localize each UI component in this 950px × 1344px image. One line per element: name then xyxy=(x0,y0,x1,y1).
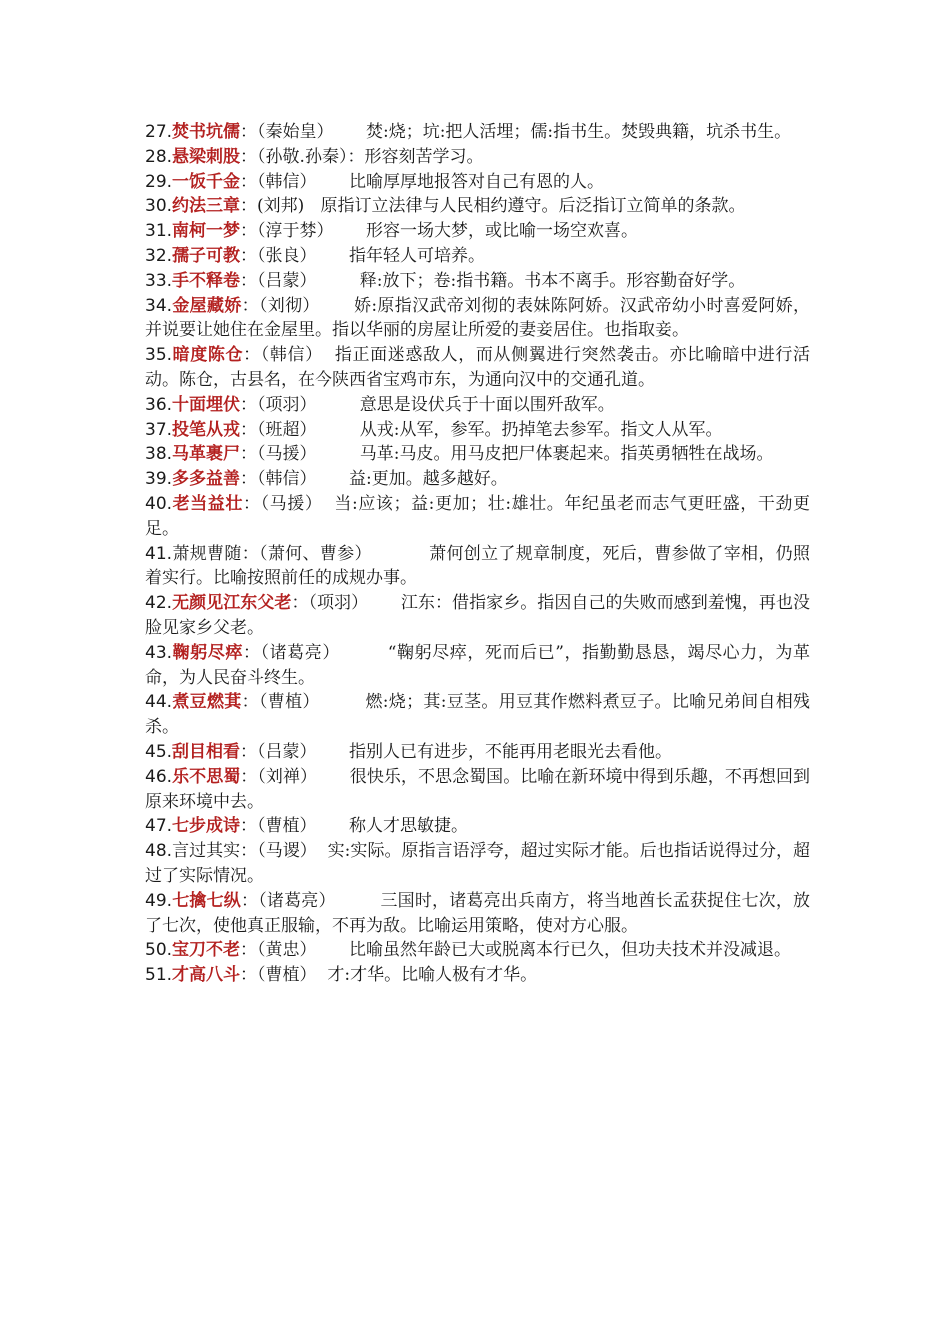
entry-number: 39. xyxy=(145,469,173,490)
idiom-term: 刮目相看 xyxy=(172,741,241,762)
separator: ： xyxy=(240,221,258,242)
definition: 焚:烧；坑:把人活埋；儒:指书生。焚毁典籍，坑杀书生。 xyxy=(333,122,792,142)
entry-number: 44. xyxy=(145,692,173,713)
idiom-term: 金屋藏娇 xyxy=(172,295,242,316)
entry-number: 49. xyxy=(145,890,173,911)
idiom-term: 投笔从戎 xyxy=(172,419,241,440)
idiom-entry xyxy=(145,393,810,418)
definition: 释:放下；卷:指书籍。书本不离手。形容勤奋好学。 xyxy=(316,270,746,291)
separator: ： xyxy=(240,394,258,415)
separator: ： xyxy=(240,171,258,192)
idiom-entry xyxy=(145,170,810,195)
idiom-entry xyxy=(145,442,810,467)
historical-figure: （马援） xyxy=(257,444,317,465)
idiom-term: 多多益善 xyxy=(172,469,241,490)
idiom-term: 乐不思蜀 xyxy=(172,766,241,787)
historical-figure: (刘邦) xyxy=(257,196,305,217)
definition: 萧何创立了规章制度，死后，曹参做了宰相，仍照着实行。比喻按照前任的成规办事。 xyxy=(145,543,810,589)
idiom-entry xyxy=(145,963,810,988)
definition: 形容一场大梦，或比喻一场空欢喜。 xyxy=(333,221,638,242)
idiom-entry xyxy=(145,839,810,889)
separator: ： xyxy=(242,493,261,514)
separator: ： xyxy=(240,816,258,837)
historical-figure: （吕蒙） xyxy=(257,741,317,762)
historical-figure: （刘禅） xyxy=(257,766,318,787)
separator: ： xyxy=(240,965,258,986)
idiom-term: 七步成诗 xyxy=(172,816,241,837)
idiom-entry xyxy=(145,145,810,170)
historical-figure: （淳于棼） xyxy=(257,221,334,242)
separator: ： xyxy=(240,270,258,291)
separator: ： xyxy=(240,146,258,167)
entry-number: 47. xyxy=(145,816,173,837)
idiom-entry xyxy=(145,889,810,939)
idiom-entry xyxy=(145,418,810,443)
idiom-entry xyxy=(145,814,810,839)
idiom-term: 无颜见江东父老 xyxy=(172,593,292,614)
historical-figure: （诸葛亮） xyxy=(258,890,336,911)
entry-number: 50. xyxy=(145,940,173,961)
entry-number: 27. xyxy=(145,122,173,142)
idiom-entry xyxy=(145,467,810,492)
idiom-entry xyxy=(145,938,810,963)
idiom-entry xyxy=(145,194,810,219)
entry-number: 28. xyxy=(145,146,173,167)
definition: 益:更加。越多越好。 xyxy=(316,469,508,490)
historical-figure: （曹植） xyxy=(257,816,317,837)
idiom-term: 约法三章 xyxy=(172,196,241,217)
idiom-term: 言过其实 xyxy=(172,841,241,862)
separator: ： xyxy=(240,122,258,142)
entry-number: 31. xyxy=(145,221,173,242)
entry-number: 34. xyxy=(145,295,173,316)
separator: ： xyxy=(240,419,258,440)
separator: ： xyxy=(243,345,261,366)
entry-number: 41. xyxy=(145,543,173,564)
definition: 意思是设伏兵于十面以围歼敌军。 xyxy=(316,394,615,415)
definition: 称人才思敏捷。 xyxy=(316,816,468,837)
entry-number: 38. xyxy=(145,444,173,465)
idiom-entry xyxy=(145,690,810,740)
idiom-term: 十面埋伏 xyxy=(172,394,241,415)
entry-number: 29. xyxy=(145,171,173,192)
definition: 很快乐，不思念蜀国。比喻在新环境中得到乐趣，不再想回到原来环境中去。 xyxy=(145,766,811,812)
historical-figure: （刘彻） xyxy=(258,295,320,316)
idiom-entry xyxy=(145,343,810,393)
entry-number: 36. xyxy=(145,394,173,415)
idiom-entry xyxy=(145,269,810,294)
historical-figure: （曹植） xyxy=(257,965,317,986)
separator: ： xyxy=(240,841,258,862)
historical-figure: （曹植） xyxy=(258,692,320,713)
idiom-term: 宝刀不老 xyxy=(172,940,241,961)
idiom-term: 南柯一梦 xyxy=(172,221,241,242)
definition: 三国时，诸葛亮出兵南方，将当地酋长孟获捉住七次，放了七次，使他真正服输，不再为敌。比喻运用策略，使对方心服。 xyxy=(145,890,811,936)
definition: ：形容刻苦学习。 xyxy=(347,146,484,167)
idiom-term: 马革裹尸 xyxy=(172,444,241,465)
idiom-term: 焚书坑儒 xyxy=(172,122,241,142)
idiom-entry xyxy=(145,120,810,145)
definition: 燃:烧；萁:豆茎。用豆萁作燃料煮豆子。比喻兄弟间自相残杀。 xyxy=(145,692,811,738)
definition: 江东：借指家乡。指因自己的失败而感到羞愧，再也没脸见家乡父老。 xyxy=(145,593,811,638)
idiom-entry xyxy=(145,219,810,244)
separator: ： xyxy=(240,766,258,787)
idiom-term: 一饭千金 xyxy=(172,171,241,192)
historical-figure: （秦始皇） xyxy=(257,122,334,142)
entry-number: 43. xyxy=(145,642,173,663)
definition: 比喻厚厚地报答对自己有恩的人。 xyxy=(316,171,604,192)
entry-number: 45. xyxy=(145,741,173,762)
entry-number: 51. xyxy=(145,965,173,986)
separator: ： xyxy=(240,444,258,465)
historical-figure: （韩信） xyxy=(260,345,323,366)
historical-figure: （吕蒙） xyxy=(257,270,317,291)
entry-number: 40. xyxy=(145,493,173,514)
idiom-entry xyxy=(145,641,810,691)
historical-figure: （班超） xyxy=(257,419,317,440)
idiom-term: 悬梁刺股 xyxy=(172,146,241,167)
separator: ： xyxy=(240,741,258,762)
definition: 才:才华。比喻人极有才华。 xyxy=(316,965,538,986)
definition: 娇:原指汉武帝刘彻的表妹陈阿娇。汉武帝幼小时喜爱阿娇，并说要让她住在金屋里。指以华丽的房屋让所爱的妻妾居住。也指取妾。 xyxy=(145,295,811,341)
entry-number: 35. xyxy=(145,345,173,366)
historical-figure: （萧何、曹参） xyxy=(259,543,372,564)
separator: ： xyxy=(291,593,309,614)
idiom-entry xyxy=(145,765,810,815)
idiom-entry xyxy=(145,542,810,592)
idiom-entry xyxy=(145,492,810,542)
definition: 比喻虽然年龄已大或脱离本行已久，但功夫技术并没减退。 xyxy=(316,940,791,961)
separator: ： xyxy=(241,295,259,316)
historical-figure: （孙敬.孙秦） xyxy=(257,146,348,167)
document-page xyxy=(145,120,810,988)
idiom-entry xyxy=(145,244,810,269)
separator: ： xyxy=(241,543,260,564)
entry-number: 46. xyxy=(145,766,173,787)
historical-figure: （诸葛亮） xyxy=(260,642,340,663)
definition: 马革:马皮。用马皮把尸体裹起来。指英勇牺牲在战场。 xyxy=(316,444,774,465)
entry-number: 42. xyxy=(145,593,173,614)
historical-figure: （项羽） xyxy=(308,593,369,614)
idiom-entry xyxy=(145,740,810,765)
idiom-entry xyxy=(145,294,810,344)
historical-figure: （马援） xyxy=(260,493,323,514)
idiom-term: 手不释卷 xyxy=(172,270,241,291)
idiom-term: 七擒七纵 xyxy=(172,890,242,911)
separator: ： xyxy=(240,940,258,961)
definition: 指年轻人可培养。 xyxy=(316,245,485,266)
idiom-term: 鞠躬尽瘁 xyxy=(172,642,243,663)
historical-figure: （项羽） xyxy=(257,394,317,415)
idiom-entry xyxy=(145,591,810,641)
separator: ： xyxy=(242,642,261,663)
idiom-term: 才高八斗 xyxy=(172,965,241,986)
definition: 指别人已有进步，不能再用老眼光去看他。 xyxy=(316,741,672,762)
idiom-term: 萧规曹随 xyxy=(172,543,242,564)
separator: ： xyxy=(240,196,258,217)
idiom-term: 暗度陈仓 xyxy=(172,345,244,366)
historical-figure: （韩信） xyxy=(257,171,317,192)
definition: “鞠躬尽瘁，死而后已”，指勤勤恳恳，竭尽心力，为革命，为人民奋斗终生。 xyxy=(145,642,810,688)
entry-number: 33. xyxy=(145,270,173,291)
historical-figure: （黄忠） xyxy=(257,940,317,961)
definition: 当:应该；益:更加；壮:雄壮。年纪虽老而志气更旺盛，干劲更足。 xyxy=(145,493,811,539)
entry-number: 37. xyxy=(145,419,173,440)
separator: ： xyxy=(241,692,259,713)
historical-figure: （韩信） xyxy=(257,469,317,490)
separator: ： xyxy=(240,245,258,266)
separator: ： xyxy=(240,469,258,490)
separator: ： xyxy=(241,890,259,911)
historical-figure: （张良） xyxy=(257,245,317,266)
historical-figure: （马谡） xyxy=(257,841,317,862)
entry-number: 30. xyxy=(145,196,173,217)
idiom-term: 老当益壮 xyxy=(172,493,243,514)
idiom-term: 煮豆燃萁 xyxy=(172,692,242,713)
definition: 原指订立法律与人民相约遵守。后泛指订立简单的条款。 xyxy=(304,196,746,217)
definition: 从戎:从军，参军。扔掉笔去参军。指文人从军。 xyxy=(316,419,723,440)
definition: 指正面迷惑敌人，而从侧翼进行突然袭击。亦比喻暗中进行活动。陈仓，古县名，在今陕西省宝鸡市东，为通向汉中的交通孔道。 xyxy=(145,345,811,390)
idiom-term: 孺子可教 xyxy=(172,245,241,266)
entry-number: 48. xyxy=(145,841,173,862)
entry-number: 32. xyxy=(145,245,173,266)
definition: 实:实际。原指言语浮夸，超过实际才能。后也指话说得过分，超过了实际情况。 xyxy=(145,841,811,886)
